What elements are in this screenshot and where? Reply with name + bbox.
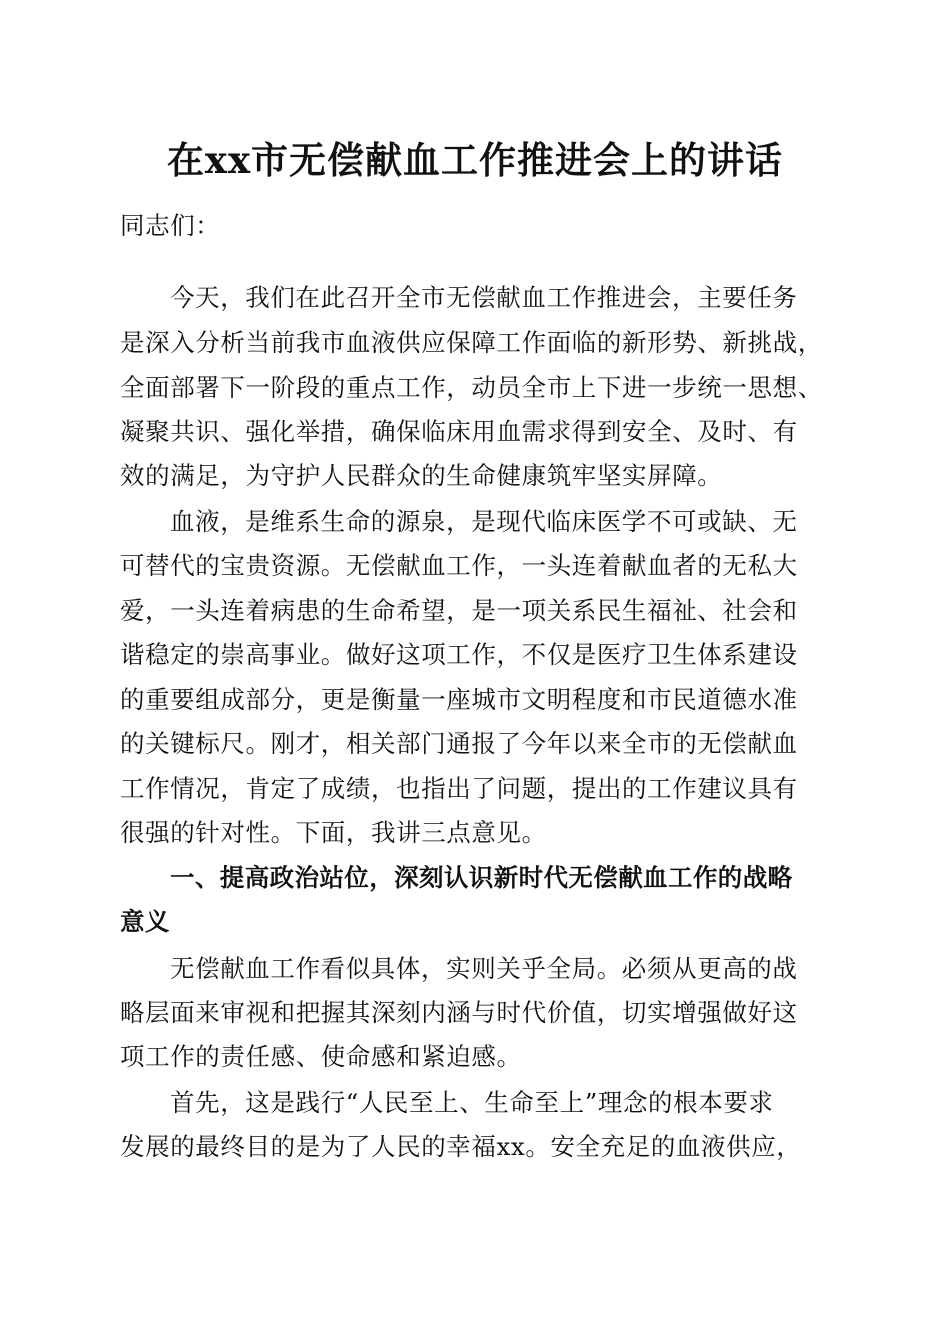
section-heading: 意义: [120, 907, 170, 936]
paragraph-line: 发展的最终目的是为了人民的幸福xx。安全充足的血液供应，: [120, 1132, 802, 1161]
document-title: 在xx市无偿献血工作推进会上的讲话: [166, 138, 784, 182]
paragraph-line: 项工作的责任感、使命感和紧迫感。: [120, 1042, 522, 1071]
paragraph-line: 是深入分析当前我市血液供应保障工作面临的新形势、新挑战，: [120, 328, 823, 357]
paragraph-line: 首先，这是践行“人民至上、生命至上”理念的根本要求: [170, 1088, 774, 1117]
paragraph-line: 可替代的宝贵资源。无偿献血工作，一头连着献血者的无私大: [120, 551, 798, 580]
paragraph-line: 效的满足，为守护人民群众的生命健康筑牢坚实屏障。: [120, 461, 723, 490]
paragraph-line: 谐稳定的崇高事业。做好这项工作，不仅是医疗卫生体系建设: [120, 640, 798, 669]
paragraph-line: 的关键标尺。刚才，相关部门通报了今年以来全市的无偿献血: [120, 729, 798, 758]
paragraph-line: 无偿献血工作看似具体，实则关乎全局。必须从更高的战: [170, 954, 798, 983]
paragraph-line: 全面部署下一阶段的重点工作，动员全市上下进一步统一思想、: [120, 373, 823, 402]
paragraph-line: 的重要组成部分，更是衡量一座城市文明程度和市民道德水准: [120, 685, 798, 714]
salutation: 同志们：: [120, 211, 221, 240]
paragraph-line: 爱，一头连着病患的生命希望，是一项关系民生福祉、社会和: [120, 596, 798, 625]
paragraph-line: 今天，我们在此召开全市无偿献血工作推进会，主要任务: [170, 283, 798, 312]
paragraph-line: 很强的针对性。下面，我讲三点意见。: [120, 818, 547, 847]
paragraph-line: 凝聚共识、强化举措，确保临床用血需求得到安全、及时、有: [120, 417, 798, 446]
section-heading: 一、提高政治站位，深刻认识新时代无偿献血工作的战略: [170, 863, 793, 892]
paragraph-line: 工作情况，肯定了成绩，也指出了问题，提出的工作建议具有: [120, 774, 798, 803]
paragraph-line: 略层面来审视和把握其深刻内涵与时代价值，切实增强做好这: [120, 998, 798, 1027]
paragraph-line: 血液，是维系生命的源泉，是现代临床医学不可或缺、无: [170, 507, 798, 536]
